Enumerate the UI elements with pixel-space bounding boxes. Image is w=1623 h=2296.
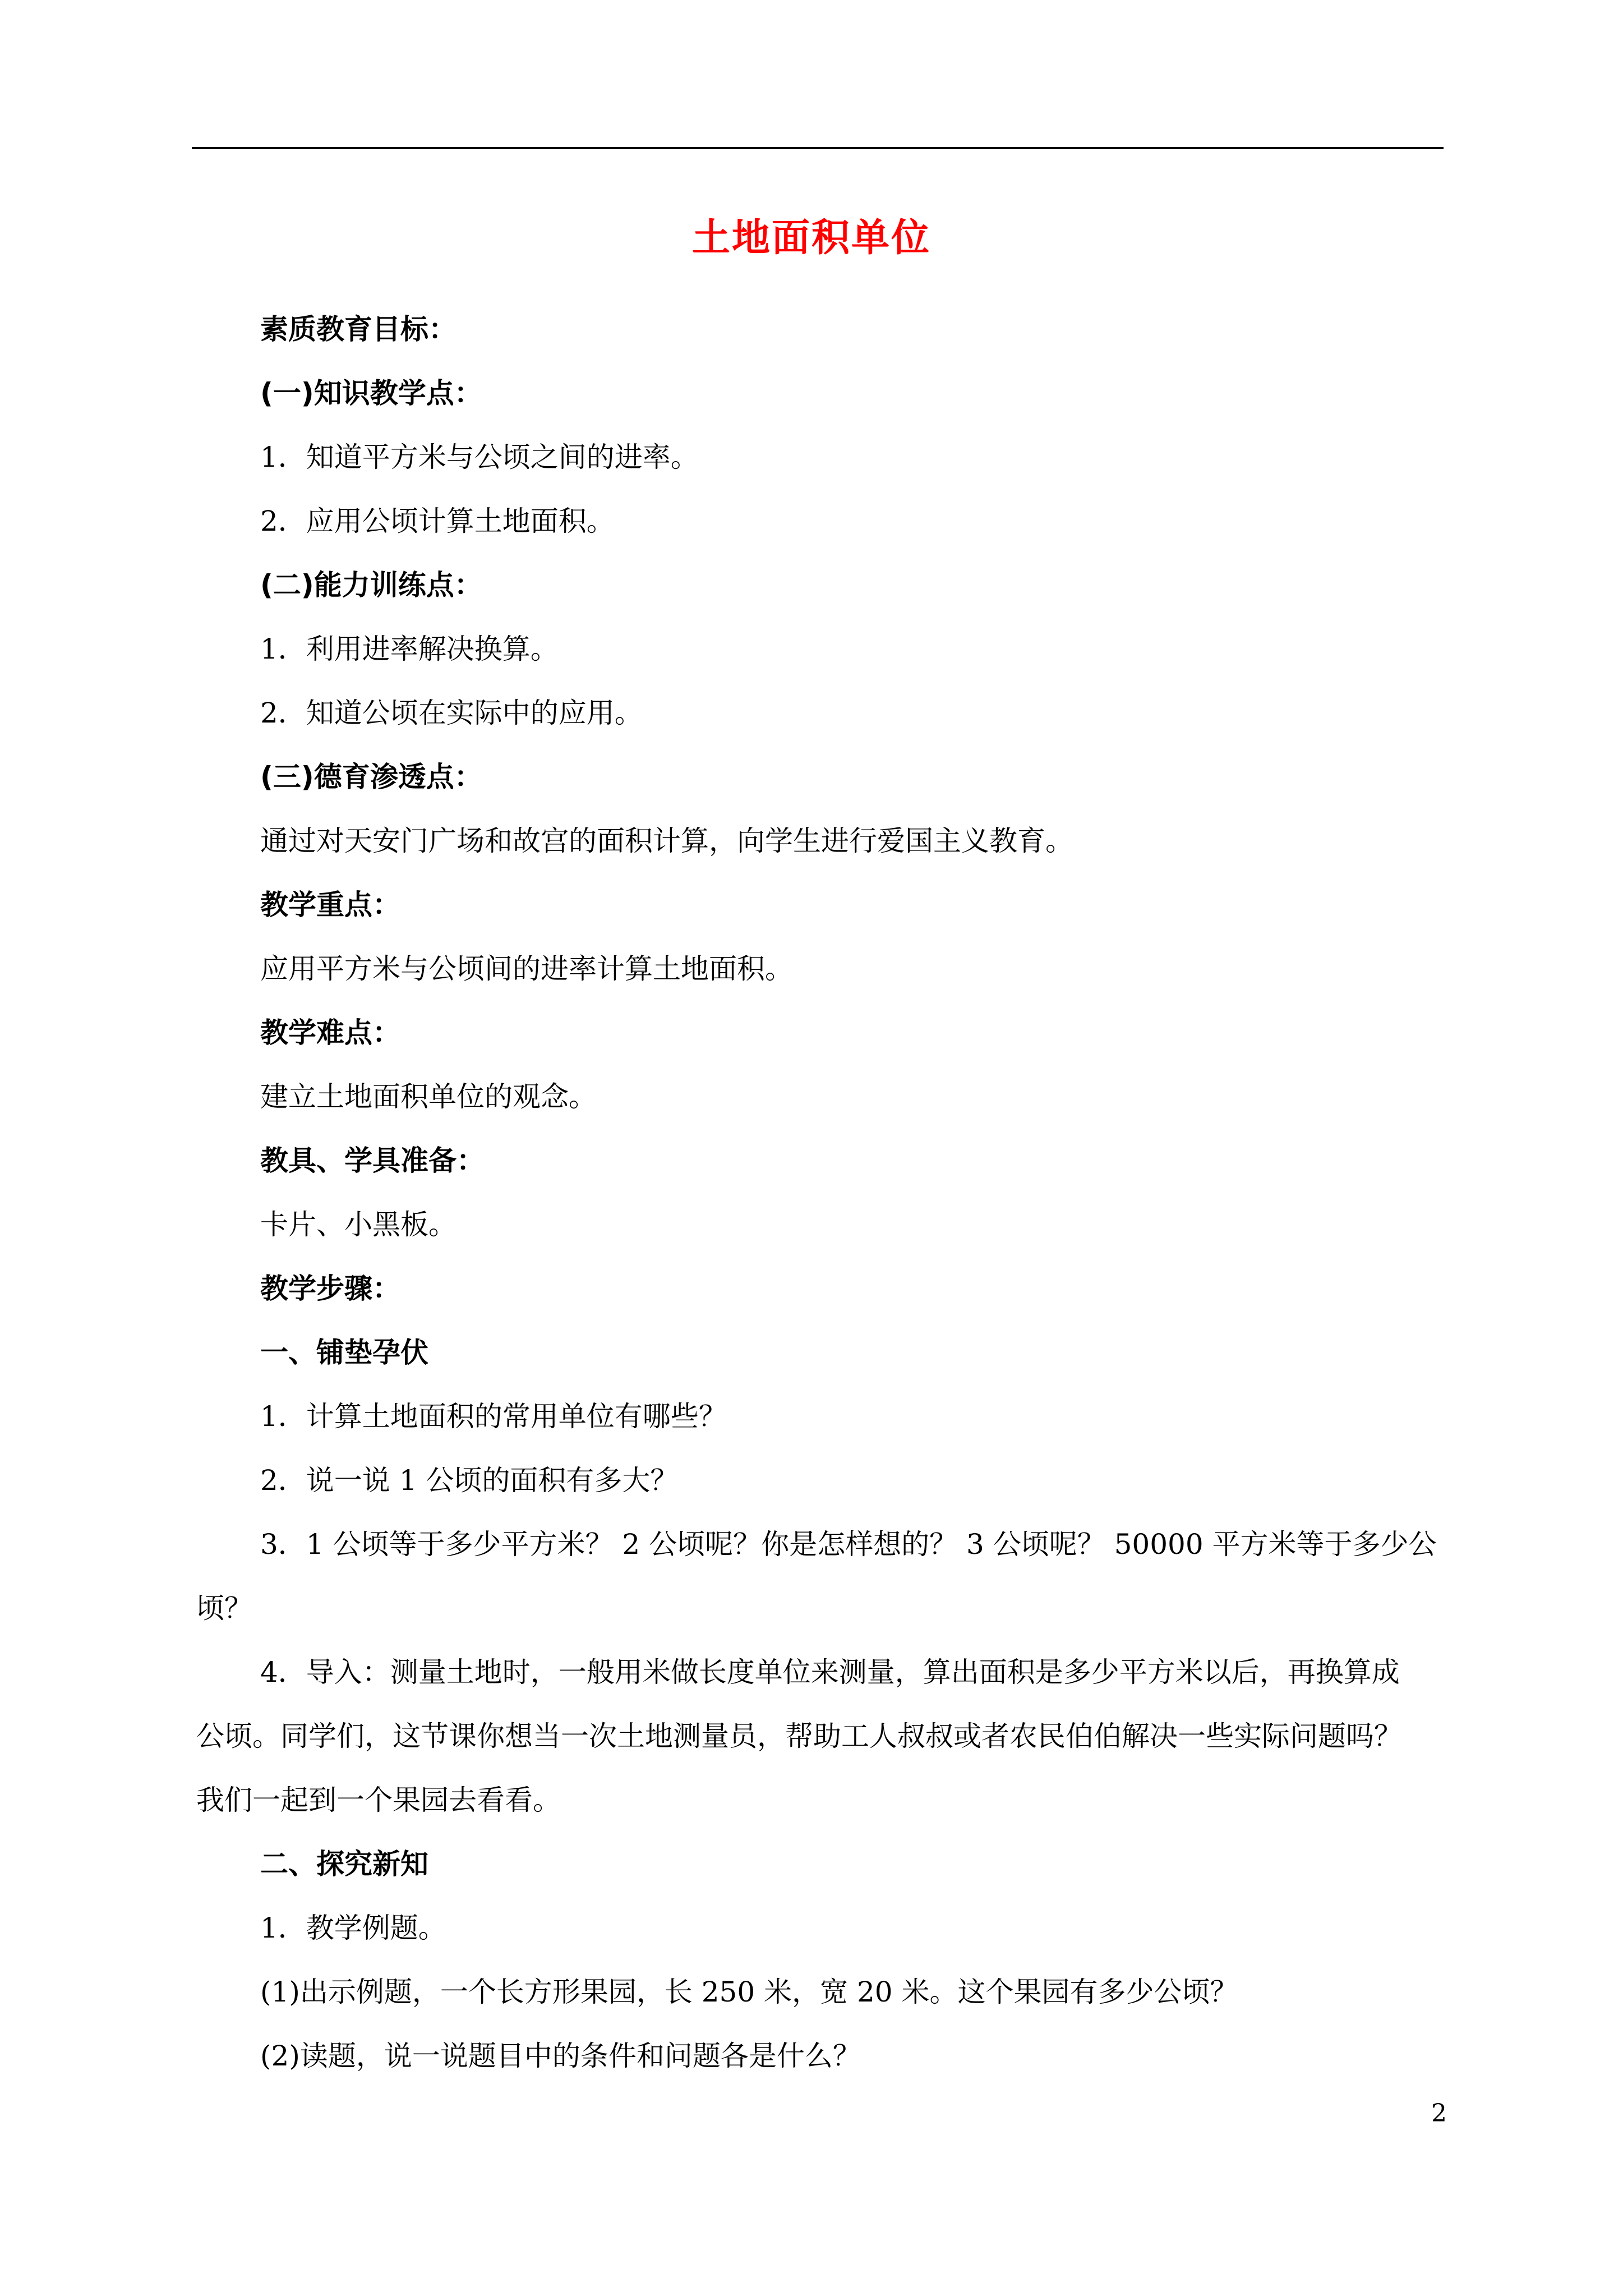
section-1-item-2: 2．说一说 1 公顷的面积有多大？ [260, 1464, 679, 1497]
section-2-sub-1: (1)出示例题，一个长方形果园，长 250 米，宽 20 米。这个果园有多少公顷？ [260, 1976, 1238, 2008]
section-1-item-4 [196, 1640, 1444, 1832]
ability-item-2: 2．知道公顷在实际中的应用。 [260, 697, 643, 729]
page-number: 2 [1431, 2099, 1447, 2128]
section-1-item-3 [196, 1512, 1444, 1640]
section-2-item-1: 1．教学例题。 [260, 1912, 446, 1944]
goal-heading: 素质教育目标： [260, 313, 457, 346]
difficulty-text: 建立土地面积单位的观念。 [260, 1080, 597, 1113]
knowledge-item-2: 2．应用公顷计算土地面积。 [260, 505, 615, 537]
key-point-text: 应用平方米与公顷间的进率计算土地面积。 [260, 953, 793, 985]
tools-text: 卡片、小黑板。 [260, 1208, 457, 1241]
key-point-heading: 教学重点： [260, 889, 400, 921]
header-rule [192, 147, 1444, 149]
section-1-item-4-line-2: 公顷。同学们，这节课你想当一次土地测量员，帮助工人叔叔或者农民伯伯解决一些实际问题吗？ [196, 1720, 1402, 1752]
section-1-item-3-line-1: 3．1 公顷等于多少平方米？ 2 公顷呢？你是怎样想的？ 3 公顷呢？ 50000 平方米等于多少公 [260, 1528, 1437, 1561]
document-title: 土地面积单位 [691, 215, 931, 260]
tools-heading: 教具、学具准备： [260, 1144, 485, 1177]
section-1-item-3-line-2: 顷？ [196, 1592, 252, 1625]
difficulty-heading: 教学难点： [260, 1016, 400, 1049]
steps-heading: 教学步骤： [260, 1272, 400, 1305]
section-1-item-1: 1．计算土地面积的常用单位有哪些？ [260, 1400, 727, 1433]
moral-text: 通过对天安门广场和故宫的面积计算，向学生进行爱国主义教育。 [260, 825, 1073, 857]
section-2-sub-2: (2)读题，说一说题目中的条件和问题各是什么？ [260, 2040, 861, 2072]
knowledge-item-1: 1．知道平方米与公顷之间的进率。 [260, 441, 699, 473]
ability-heading: (二)能力训练点： [260, 569, 482, 601]
ability-item-1: 1．利用进率解决换算。 [260, 633, 559, 665]
section-1-heading: 一、铺垫孕伏 [260, 1336, 428, 1369]
moral-heading: (三)德育渗透点： [260, 761, 482, 793]
section-1-item-4-line-3: 我们一起到一个果园去看看。 [196, 1784, 561, 1816]
knowledge-heading: (一)知识教学点： [260, 377, 482, 409]
section-1-item-4-line-1: 4．导入：测量土地时，一般用米做长度单位来测量，算出面积是多少平方米以后，再换算成 [260, 1656, 1400, 1688]
document-body [196, 297, 1444, 2088]
section-2-heading: 二、探究新知 [260, 1848, 428, 1880]
